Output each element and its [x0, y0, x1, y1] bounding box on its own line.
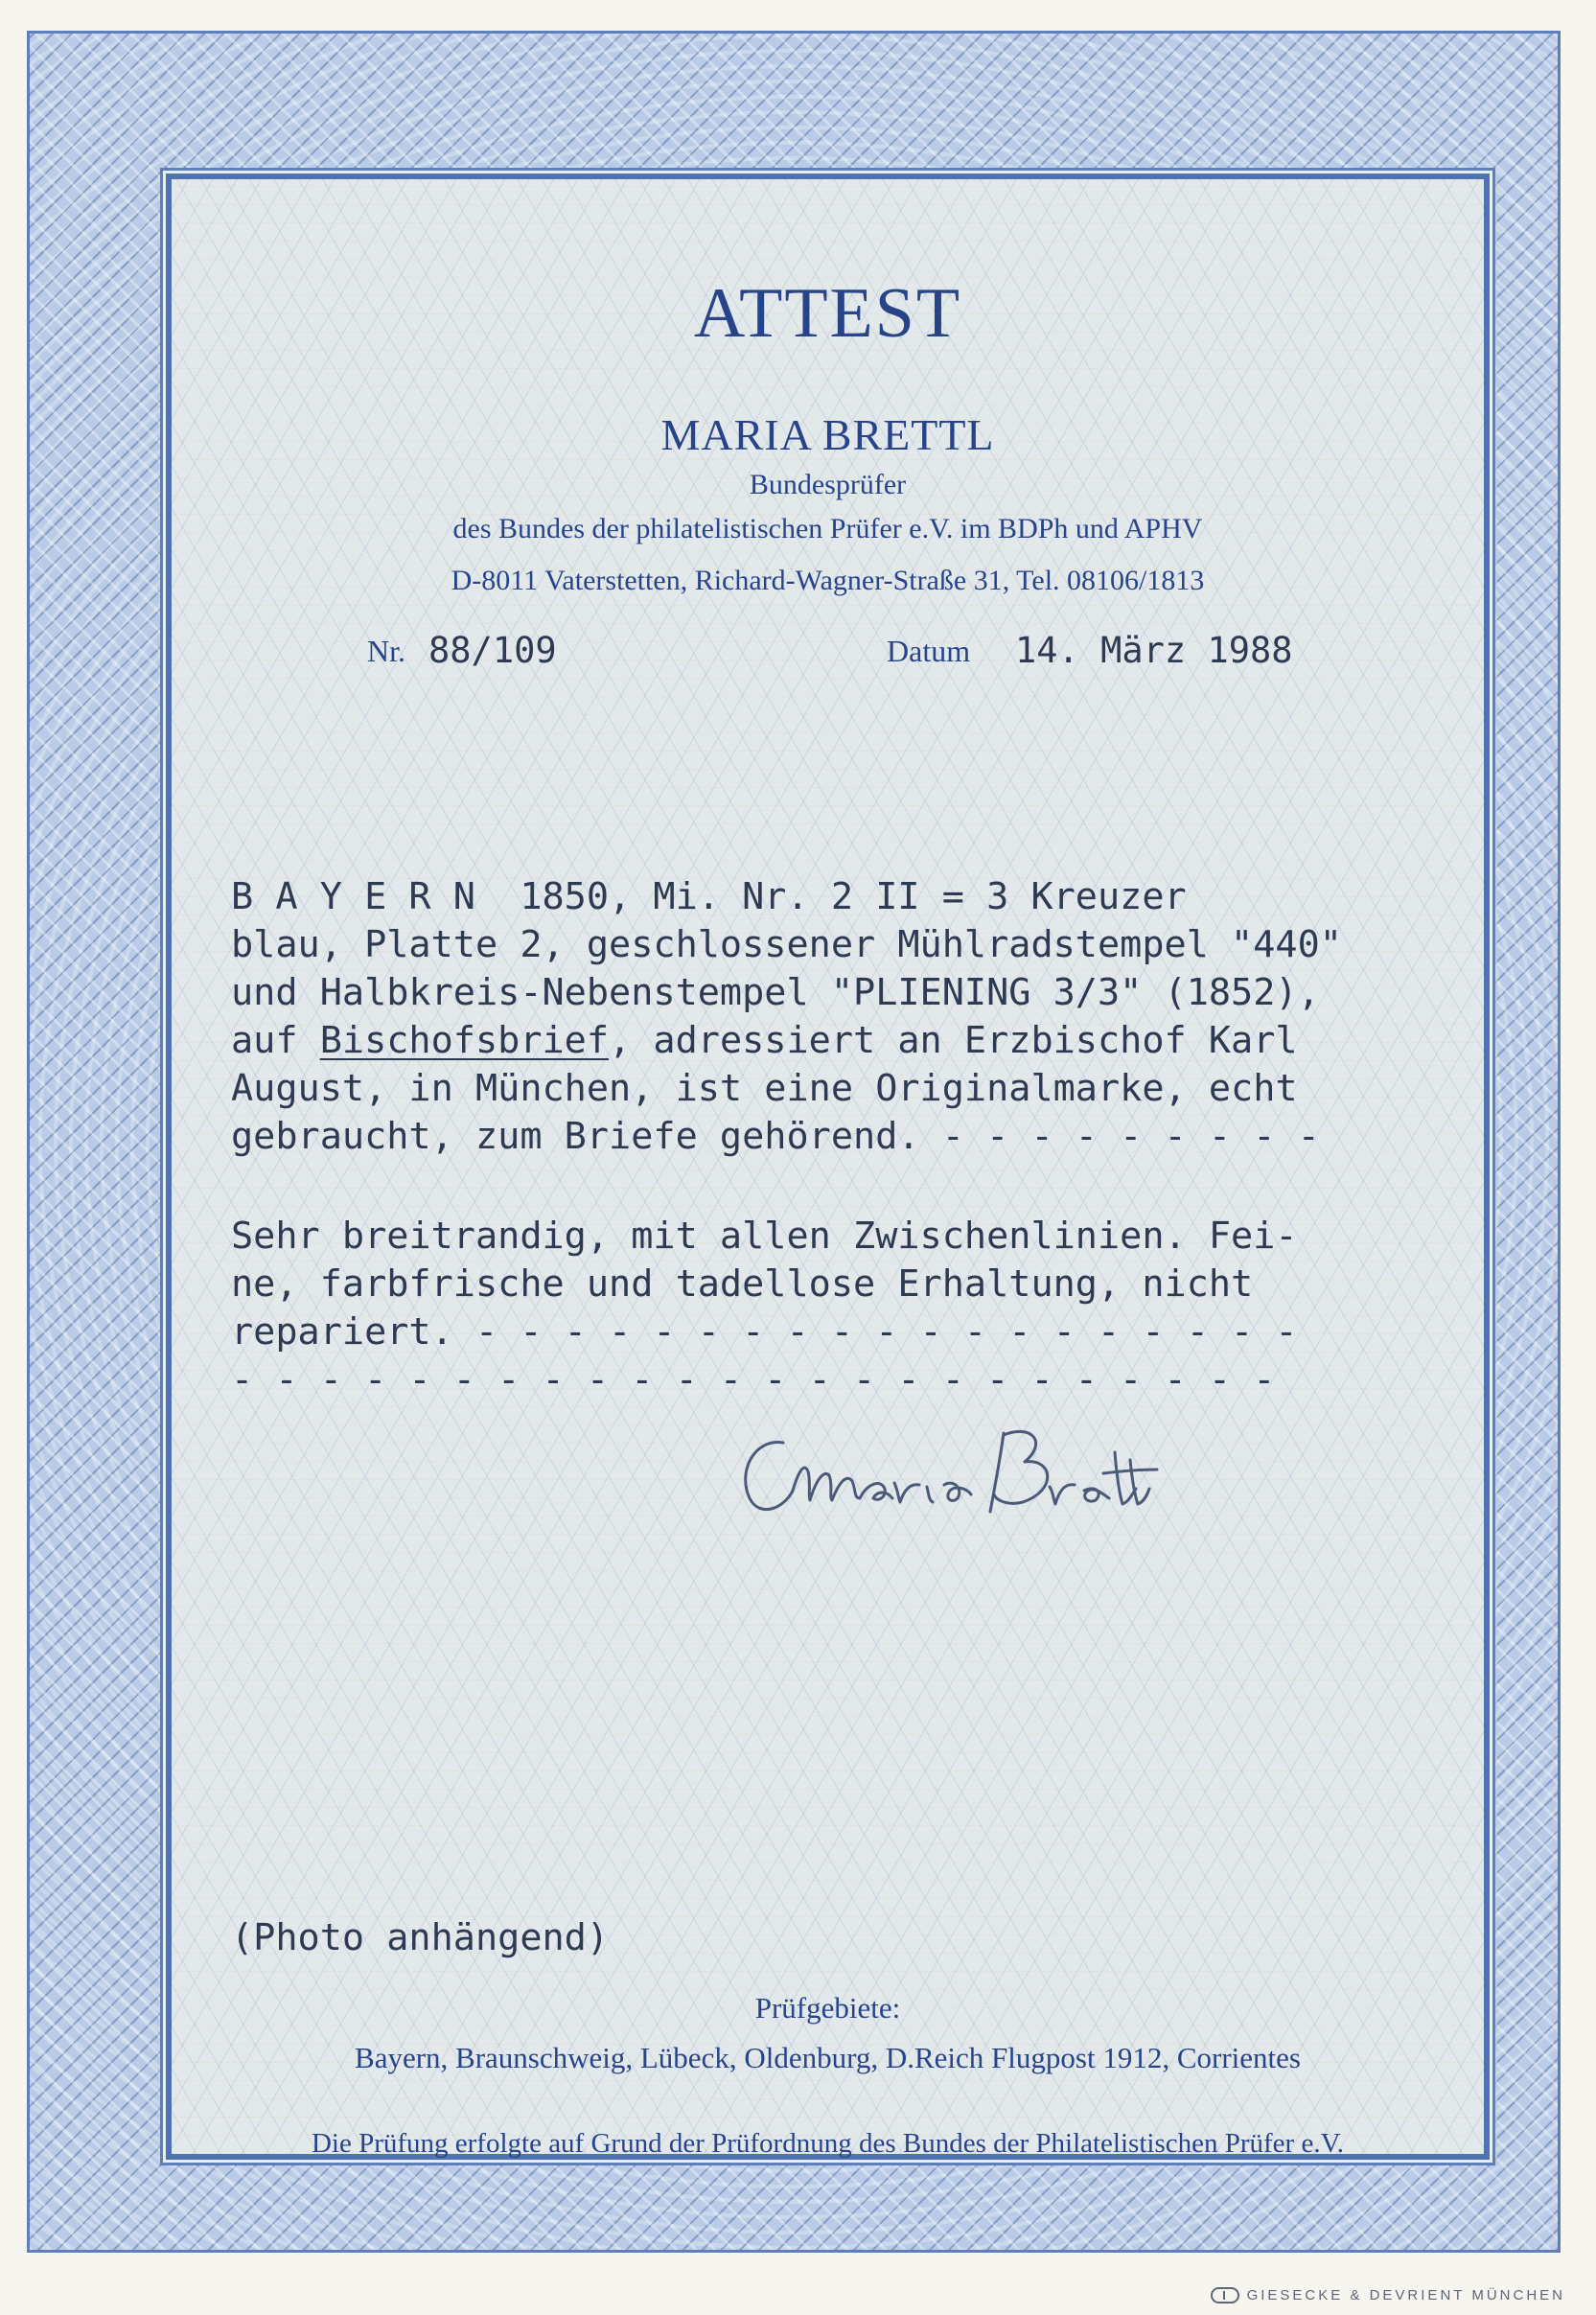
expertise-fields: Bayern, Braunschweig, Lübeck, Oldenburg, D.Reich Flugpost 1912, Corrientes: [355, 2041, 1301, 2074]
condition-paragraph: [231, 1213, 1298, 1404]
condition-line: Sehr breitrandig, mit allen Zwischenlinien. Fei-: [231, 1215, 1298, 1258]
printer-imprint: [1211, 2287, 1565, 2303]
footer-note: Die Prüfung erfolgte auf Grund der Prüfordnung des Bundes der Philatelistischen Prüfer e.V.: [311, 2128, 1345, 2159]
condition-line: ne, farbfrische und tadellose Erhaltung, nicht: [231, 1262, 1254, 1306]
description-paragraph: [231, 873, 1342, 1161]
description-line: gebraucht, zum Briefe gehörend. - - - - - - - - -: [231, 1115, 1320, 1158]
issuer-name: MARIA BRETTL: [660, 410, 995, 459]
certificate-number: 88/109: [428, 630, 557, 671]
description-text: , adressiert an Erzbischof Karl: [609, 1019, 1298, 1062]
photo-note: (Photo anhängend): [231, 1916, 610, 1959]
condition-line: repariert. - - - - - - - - - - - - - - - - - - -: [231, 1310, 1298, 1354]
printer-logo-icon: [1211, 2287, 1239, 2303]
underlined-term: Bischofsbrief: [319, 1019, 610, 1062]
description-line: und Halbkreis-Nebenstempel "PLIENING 3/3" (1852),: [231, 971, 1320, 1014]
description-line: [231, 1017, 1342, 1065]
certificate-panel: [166, 174, 1490, 2160]
date-label: Datum: [887, 634, 971, 668]
certificate-title: ATTEST: [693, 274, 962, 353]
description-text: auf: [231, 1019, 320, 1062]
issuer-address: D-8011 Vaterstetten, Richard-Wagner-Straße 31, Tel. 08106/1813: [451, 565, 1205, 596]
description-line: blau, Platte 2, geschlossener Mühlradstempel "440": [231, 923, 1342, 966]
guilloche-border: [27, 31, 1561, 2253]
printer-imprint-text: GIESECKE & DEVRIENT MÜNCHEN: [1246, 2287, 1565, 2303]
issuer-role: Bundesprüfer: [749, 469, 907, 500]
handwritten-signature: [716, 1395, 1253, 1539]
certificate-number-label: Nr.: [367, 634, 405, 668]
description-line: B A Y E R N 1850, Mi. Nr. 2 II = 3 Kreuzer: [231, 875, 1187, 918]
description-line: August, in München, ist eine Originalmarke, echt: [231, 1067, 1298, 1110]
certificate-date: 14. März 1988: [1015, 630, 1293, 671]
issuer-association: des Bundes der philatelistischen Prüfer e.V. im BDPh und APHV: [452, 513, 1203, 544]
expertise-label: Prüfgebiete:: [754, 1991, 901, 2025]
condition-line: - - - - - - - - - - - - - - - - - - - - - - - -: [231, 1358, 1276, 1401]
